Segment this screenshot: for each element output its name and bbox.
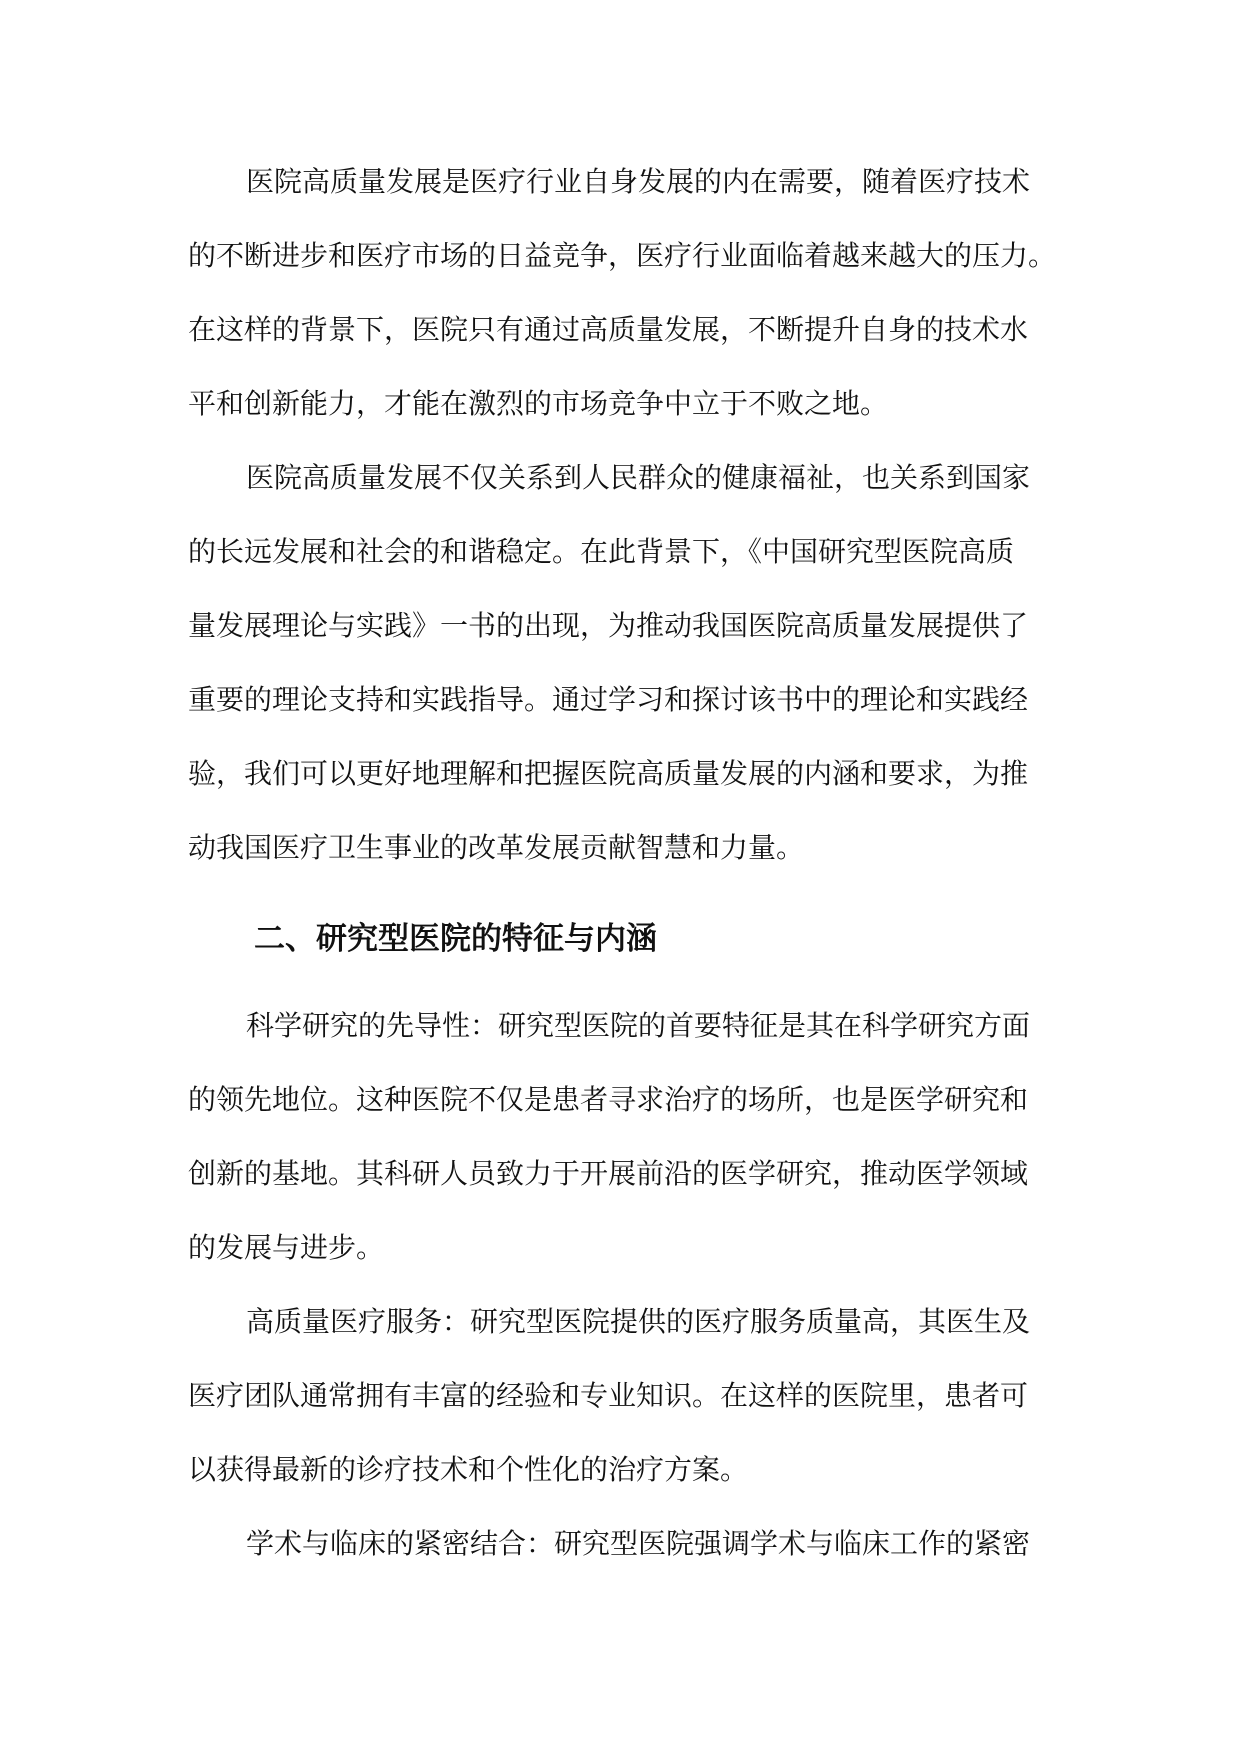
- document-body: [188, 145, 1058, 1581]
- text-line: 学术与临床的紧密结合：研究型医院强调学术与临床工作的紧密: [246, 1527, 1031, 1560]
- text-line: 在这样的背景下，医院只有通过高质量发展，不断提升自身的技术水: [188, 313, 1029, 346]
- text-line: 量发展理论与实践》一书的出现，为推动我国医院高质量发展提供了: [188, 609, 1029, 642]
- text-line: 平和创新能力，才能在激烈的市场竞争中立于不败之地。: [188, 387, 889, 420]
- text-line: 的不断进步和医疗市场的日益竞争，医疗行业面临着越来越大的压力。: [188, 239, 1057, 272]
- text-line: 科学研究的先导性：研究型医院的首要特征是其在科学研究方面: [246, 1009, 1031, 1042]
- text-line: 动我国医疗卫生事业的改革发展贡献智慧和力量。: [188, 831, 805, 864]
- paragraph-4: [188, 1285, 1058, 1507]
- text-line: 医院高质量发展不仅关系到人民群众的健康福祉，也关系到国家: [246, 461, 1031, 494]
- text-line: 医疗团队通常拥有丰富的经验和专业知识。在这样的医院里，患者可: [188, 1379, 1029, 1412]
- section-heading: 二、研究型医院的特征与内涵: [254, 921, 657, 957]
- text-line: 的领先地位。这种医院不仅是患者寻求治疗的场所，也是医学研究和: [188, 1083, 1029, 1116]
- text-line: 医院高质量发展是医疗行业自身发展的内在需要，随着医疗技术: [246, 165, 1031, 198]
- text-line: 重要的理论支持和实践指导。通过学习和探讨该书中的理论和实践经: [188, 683, 1029, 716]
- text-line: 创新的基地。其科研人员致力于开展前沿的医学研究，推动医学领域: [188, 1157, 1029, 1190]
- paragraph-2: [188, 441, 1058, 885]
- paragraph-5: [188, 1507, 1058, 1581]
- text-line: 的长远发展和社会的和谐稳定。在此背景下，《中国研究型医院高质: [188, 535, 1015, 568]
- text-line: 高质量医疗服务：研究型医院提供的医疗服务质量高，其医生及: [246, 1305, 1031, 1338]
- text-line: 验，我们可以更好地理解和把握医院高质量发展的内涵和要求，为推: [188, 757, 1029, 790]
- text-line: 的发展与进步。: [188, 1231, 385, 1264]
- paragraph-1: [188, 145, 1058, 441]
- text-line: 以获得最新的诊疗技术和个性化的治疗方案。: [188, 1453, 749, 1486]
- paragraph-3: [188, 989, 1058, 1285]
